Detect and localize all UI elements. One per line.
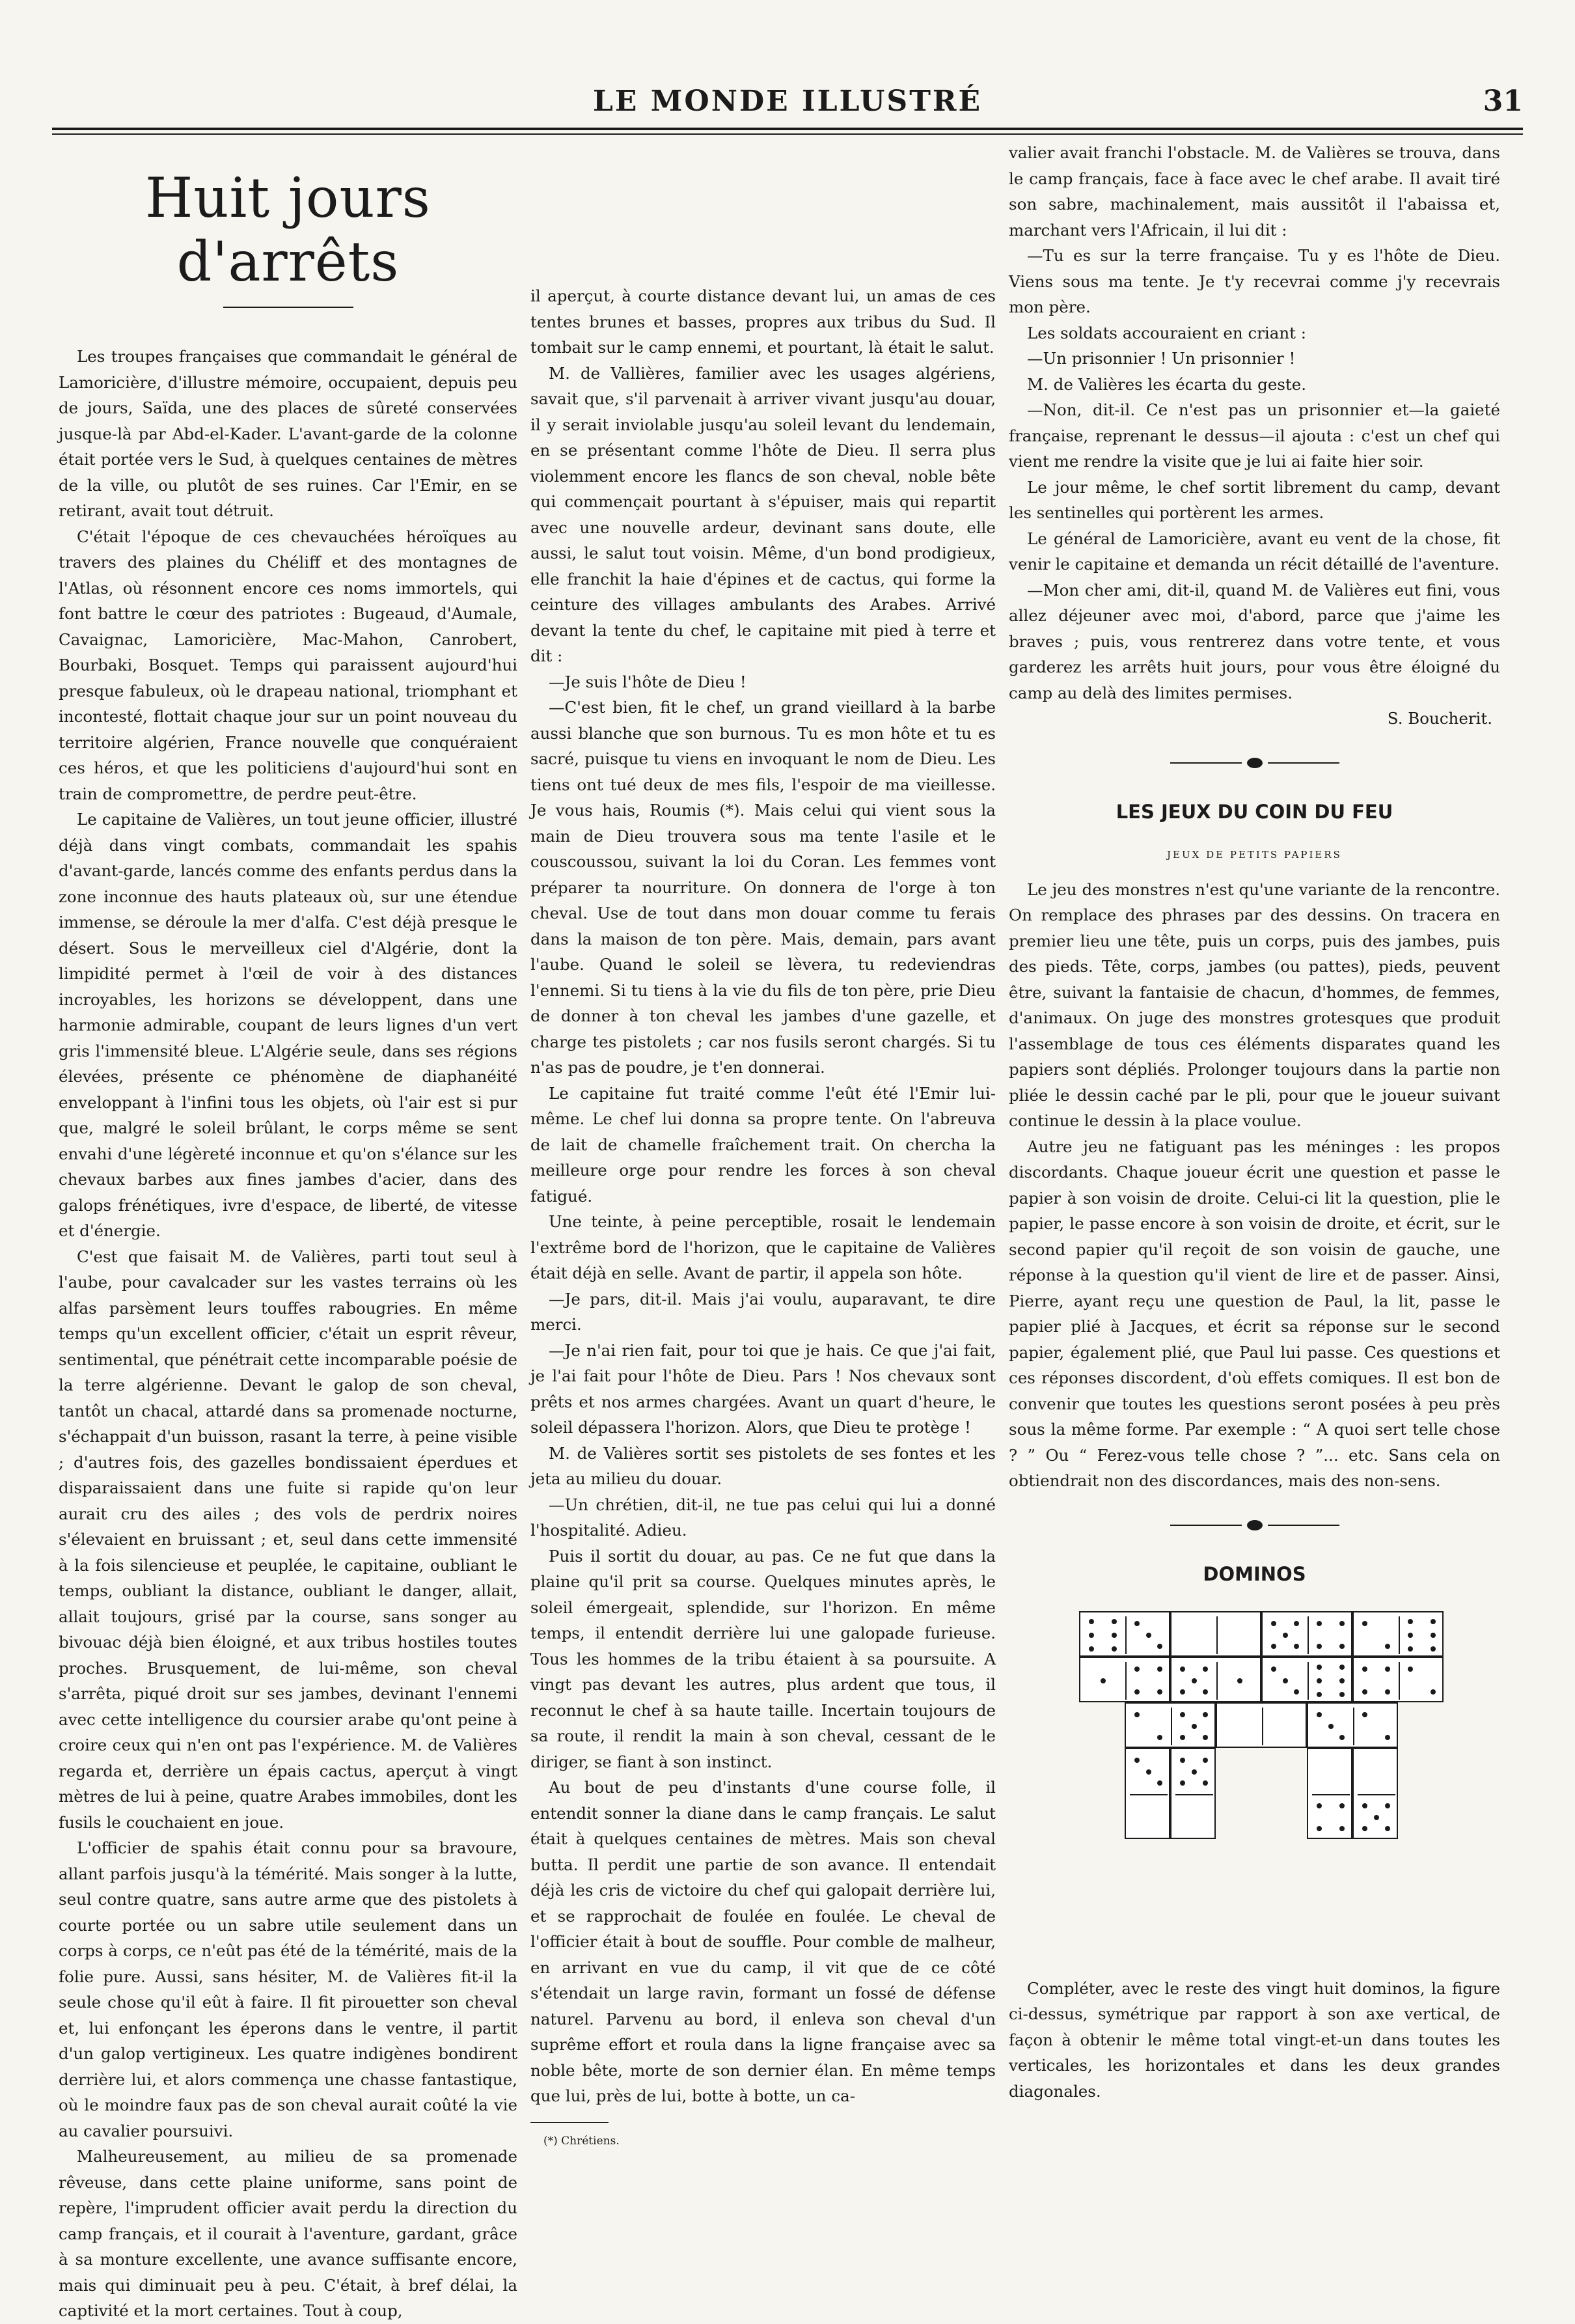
jeux-subtitle: JEUX DE PETITS PAPIERS — [1167, 848, 1342, 861]
article-paragraph: Malheureusement, au milieu de sa promenade rêveuse, dans cette plaine uniforme, sans point de repère, l'imprudent officier avait perdu la direction du camp français, et il courait à l'aventure, gardant, grâce à sa monture excellente, une avance suffisante encore, mais qui diminuait peu à peu. C'était, à bref délai, la captivité et la mort certaines. Tout à coup, — [59, 2147, 517, 2320]
section-ornament — [1170, 758, 1339, 768]
domino-tile — [1170, 1657, 1261, 1702]
article-paragraph: valier avait franchi l'obstacle. M. de Valières se trouva, dans le camp français, face à face avec le chef arabe. Il avait tiré son sabre, machinalement, mais aussitôt il l'abaissa et, marchant vers l'Africain, il lui dit : — [1009, 143, 1500, 240]
jeux-title: LES JEUX DU COIN DU FEU — [1116, 800, 1393, 823]
domino-tile — [1261, 1657, 1352, 1702]
domino-tile — [1170, 1748, 1216, 1839]
dominos-caption: Compléter, avec le reste des vingt huit dominos, la figure ci-dessus, symétrique par rapport à son axe vertical, de façon à obtenir le même total vingt-et-un dans toutes les verticales, les horizontales et dans les deux grandes diagonales. — [1009, 1978, 1500, 2101]
article-paragraph: Le capitaine fut traité comme l'eût été l'Emir lui-même. Le chef lui donna sa propre tente. On l'abreuva de lait de chamelle fraîchement trait. On chercha la meilleure orge pour rendre les forces à son cheval fatigué. — [530, 1083, 996, 1206]
header-rule-thin — [52, 133, 1523, 135]
jeux-paragraph: Autre jeu ne fatiguant pas les méninges : les propos discordants. Chaque joueur écrit une question et passe le papier à son voisin de droite. Celui-ci lit la question, plie le papier, le passe encore à son voisin de droite, et écrit, sur le second papier qu'il reçoit de son voisin de gauche, une réponse à la question qu'il vient de lire et de passer. Ainsi, Pierre, ayant reçu une question de Paul, la lit, passe le papier plié à Jacques, et écrit sa réponse sur le second papier, également plié, que Paul lui passe. Ces questions et ces réponses discordent, d'où effets comiques. Il est bon de convenir que toutes les questions seront posées à peu près sous la même forme. Par exemple : “ A quoi sert telle chose ? ” Ou “ Ferez-vous telle chose ? ”... etc. Sans cela on obtiendrait non des discordances, mais des non-sens. — [1009, 1137, 1500, 1490]
footnote-rule — [530, 2122, 609, 2123]
article-paragraph: Puis il sortit du douar, au pas. Ce ne fut que dans la plaine qu'il prit sa course. Quelques minutes après, le soleil émergeait, splendide, sur l'horizon. En même temps, il entendit derrière lui une galopade furieuse. Tous les hommes de la tribu étaient à sa poursuite. A vingt pas devant les autres, plus ardent que tous, il reconnut le chef à sa haute taille. Incertain toujours de sa route, il rendit la main à son cheval, cessant de le diriger, se fiant à son instinct. — [530, 1546, 996, 1771]
header-rule — [52, 128, 1523, 130]
domino-tile — [1170, 1611, 1261, 1657]
masthead: LE MONDE ILLUSTRÉ — [592, 85, 983, 118]
column-3 — [1009, 140, 1500, 2104]
page-number: 31 — [1483, 85, 1523, 118]
domino-tile — [1125, 1702, 1216, 1748]
article-paragraph: L'officier de spahis était connu pour sa bravoure, allant parfois jusqu'à la témérité. Mais songer à la lutte, seul contre quatre, sans autre arme que des pistolets à courte portée ou un sabre utile seulement dans un corps à corps, ce n'eût pas été de la témérité, mais de la folie pure. Aussi, sans hésiter, M. de Valières fit-il la seule chose qu'il eût à faire. Il fit pirouetter son cheval et, lui enfonçant les éperons dans le ventre, il partit d'un galop vertigineux. Les quatre indigènes bondirent derrière lui, et alors commença une chasse fantastique, où le moindre faux pas de son cheval aurait coûté la vie au cavalier poursuivi. — [59, 1838, 517, 2140]
domino-tile — [1352, 1748, 1398, 1839]
article-paragraph: —Un chrétien, dit-il, ne tue pas celui qui lui a donné l'hospitalité. Adieu. — [530, 1495, 996, 1540]
article-paragraph: C'était l'époque de ces chevauchées héroïques au travers des plaines du Chéliff et des montagnes de l'Atlas, où résonnent encore ces noms immortels, qui font battre le cœur des patriotes : Bugeaud, d'Aumale, Cavaignac, Lamoricière, Mac-Mahon, Canrobert, Bourbaki, Bosquet. Temps qui paraissent aujourd'hui presque fabuleux, où le drapeau national, triomphant et incontesté, flottait chaque jour sur un point nouveau du territoire algérien, France nouvelle que conquéraient ces héros, et que les politiciens d'aujourd'hui sont en train de compromettre, de perdre peut-être. — [59, 527, 517, 803]
article-paragraph: —Je n'ai rien fait, pour toi que je hais. Ce que j'ai fait, je l'ai fait pour l'hôte de Dieu. Pars ! Nos chevaux sont prêts et nos armes chargées. Avant un quart d'heure, le soleil dépassera l'horizon. Alors, que Dieu te protège ! — [530, 1340, 996, 1437]
article-paragraph: M. de Valières les écarta du geste. — [1027, 374, 1307, 394]
article-paragraph: Les soldats accouraient en criant : — [1027, 323, 1307, 342]
domino-figure — [1060, 1611, 1450, 1950]
column-1 — [59, 140, 517, 2324]
article-paragraph: Le général de Lamoricière, avant eu vent de la chose, fit venir le capitaine et demanda un récit détaillé de l'aventure. — [1009, 529, 1500, 574]
page-header — [52, 85, 1523, 124]
domino-tile — [1261, 1611, 1352, 1657]
article-paragraph: C'est que faisait M. de Valières, parti tout seul à l'aube, pour cavalcader sur les vastes terrains où les alfas parsèment leurs touffes rabougries. En même temps qu'un excellent officier, c'était un esprit rêveur, sentimental, que pénétrait cette incomparable poésie de la terre algérienne. Devant le galop de son cheval, tantôt un chacal, attardé dans sa promenade nocturne, s'échappait d'un buisson, rasant la terre, à peine visible ; d'autres fois, des gazelles bondissaient éperdues et disparaissaient dans une fuite si rapide qu'on leur aurait cru des ailes ; des vols de perdrix noires s'élevaient en bruissant ; et, seul dans cette immensité à la fois silencieuse et peuplée, le capitaine, oubliant le temps, oubliant la distance, oubliant le danger, allait, allait toujours, grisé par la course, sans songer au bivouac déjà bien éloigné, et aux tribus hostiles toutes proches. Brusquement, de lui-même, son cheval s'arrêta, piqué droit sur ses jambes, devinant l'ennemi avec cette intelligence du coursier arabe qu'ont peine à croire ceux qui n'en ont pas l'expérience. M. de Valières regarda et, derrière un épais cactus, aperçut à vingt mètres de lui à peine, quatre Arabes immobiles, dont les fusils le couchaient en joue. — [59, 1247, 517, 1832]
article-paragraph: M. de Vallières, familier avec les usages algériens, savait que, s'il parvenait à arriver vivant jusqu'au douar, il y serait inviolable jusqu'au soleil levant du lendemain, en se présentant comme l'hôte de Dieu. Il serra plus violemment encore les flancs de son cheval, noble bête qui commençait pourtant à s'épuiser, mais qui repartit avec une nouvelle ardeur, devinant sans doute, elle aussi, le salut tout voisin. Même, d'un bond prodigieux, elle franchit la haie d'épines et de cactus, qui forme la ceinture des villages ambulants des Arabes. Arrivé devant la tente du chef, le capitaine mit pied à terre et dit : — [530, 363, 996, 665]
article-paragraph: M. de Valières sortit ses pistolets de ses fontes et les jeta au milieu du douar. — [530, 1443, 996, 1488]
article-paragraph: —C'est bien, fit le chef, un grand vieillard à la barbe aussi blanche que son burnous. Tu es mon hôte et tu es sacré, puisque tu viens en invoquant le nom de Dieu. Les tiens ont tué deux de mes fils, l'espoir de ma vieillesse. Je vous hais, Roumis (*). Mais celui qui vient sous la main de Dieu trouvera sous ma tente l'asile et le couscoussou, suivant la loi du Coran. Les femmes vont préparer ta nourriture. On donnera de l'orge à ton cheval. Use de tout dans mon douar comme tu ferais dans la maison de ton père. Mais, demain, pars avant l'aube. Quand le soleil se lèvera, tu redeviendras l'ennemi. Si tu tiens à la vie du fils de ton père, prie Dieu de donner à ton cheval les jambes d'une gazelle, et charge tes pistolets ; car nos fusils seront chargés. Si tu n'as pas de poudre, je t'en donnerai. — [530, 698, 996, 1077]
article-paragraph: Le jour même, le chef sortit librement du camp, devant les sentinelles qui portèrent les armes. — [1009, 477, 1500, 522]
column-2 — [530, 283, 996, 2148]
article-paragraph: —Non, dit-il. Ce n'est pas un prisonnier et—la gaieté française, reprenant le dessus—il ajouta : c'est un chef qui vient me rendre la visite que je lui ai faite hier soir. — [1009, 400, 1500, 471]
domino-tile — [1216, 1702, 1307, 1748]
article-paragraph: Une teinte, à peine perceptible, rosait le lendemain l'extrême bord de l'horizon, que le capitaine de Valières était déjà en selle. Avant de partir, il appela son hôte. — [530, 1212, 996, 1282]
domino-tile — [1079, 1611, 1170, 1657]
domino-tile — [1125, 1748, 1170, 1839]
article-paragraph: —Mon cher ami, dit-il, quand M. de Valières eut fini, vous allez déjeuner avec moi, d'abord, parce que j'aime les braves ; puis, vous rentrerez dans votre tente, et vous garderez les arrêts huit jours, pour vous être éloigné du camp au delà des limites permises. — [1009, 580, 1500, 702]
article-paragraph: —Je pars, dit-il. Mais j'ai voulu, auparavant, te dire merci. — [530, 1289, 996, 1334]
title-rule — [223, 307, 353, 308]
article-paragraph: —Tu es sur la terre française. Tu y es l'hôte de Dieu. Viens sous ma tente. Je t'y recevrai comme j'y recevrais mon père. — [1009, 246, 1500, 316]
article-paragraph: Le capitaine de Valières, un tout jeune officier, illustré déjà dans vingt combats, commandait les spahis d'avant-garde, lancés comme des enfants perdus dans la zone inconnue des hauts plateaux où, sur une étendue immense, se déroule la mer d'alfa. C'est déjà presque le désert. Sous le merveilleux ciel d'Algérie, dont la limpidité permet à l'œil de voir à des distances incroyables, les horizons se développent, dans une harmonie admirable, coupant de leurs lignes d'un vert gris l'immensité bleue. L'Algérie seule, dans ses régions élevées, présente ce phénomène de diaphanéité enveloppant à l'infini tous les objets, où l'air est si pur que, malgré le soleil brûlant, le corps même se sent envahi d'une légèreté inconnue et qu'on s'élance sur les chevaux barbes aux fines jambes d'acier, dans des galops frénétiques, ivre d'espace, de liberté, de vitesse et d'énergie. — [59, 810, 517, 1240]
article-paragraph: —Un prisonnier ! Un prisonnier ! — [1027, 349, 1296, 368]
domino-tile — [1079, 1657, 1170, 1702]
dominos-title: DOMINOS — [1203, 1562, 1306, 1585]
domino-tile — [1352, 1657, 1444, 1702]
article-paragraph: Les troupes françaises que commandait le général de Lamoricière, d'illustre mémoire, occupaient, depuis peu de jours, Saïda, une des places de sûreté conservées jusque-là par Abd-el-Kader. L'avant-garde de la colonne était portée vers le Sud, à quelques centaines de mètres de la ville, ou plutôt de ses ruines. Car l'Emir, en se retirant, avait tout détruit. — [59, 347, 517, 520]
domino-tile — [1352, 1611, 1444, 1657]
article-paragraph: —Je suis l'hôte de Dieu ! — [549, 672, 746, 691]
article-paragraph: Au bout de peu d'instants d'une course folle, il entendit sonner la diane dans le camp français. Le salut était à quelques centaines de mètres. Mais son cheval butta. Il perdit une partie de son avance. Il entendait déjà les cris de victoire du chef qui galopait derrière lui, et se rapprochait de foulée en foulée. Le cheval de l'officier était à bout de souffle. Pour comble de malheur, en arrivant en vue du camp, il vit que de ce côté s'étendait un large ravin, formant un fossé de défense naturel. Parvenu au bord, il enleva son cheval d'un suprême effort et roula dans la ligne française avec sa noble bête, morte de son dernier élan. En même temps que lui, près de lui, botte à botte, un ca- — [530, 1778, 996, 2105]
domino-tile — [1307, 1702, 1398, 1748]
article-title: Huit jours d'arrêts — [145, 166, 431, 294]
section-ornament — [1170, 1520, 1339, 1530]
domino-tile — [1307, 1748, 1352, 1839]
author-signature: S. Boucherit. — [1387, 709, 1492, 728]
article-paragraph: il aperçut, à courte distance devant lui, un amas de ces tentes brunes et basses, propres aux tribus du Sud. Il tombait sur le camp ennemi, et pourtant, là était le salut. — [530, 286, 996, 357]
jeux-paragraph: Le jeu des monstres n'est qu'une variante de la rencontre. On remplace des phrases par des dessins. On tracera en premier lieu une tête, puis un corps, puis des jambes, puis des pieds. Tête, corps, jambes (ou pattes), pieds, peuvent être, suivant la fantaisie de chacun, d'hommes, de femmes, d'animaux. On juge des monstres grotesques que produit l'assemblage de tous ces éléments disparates quand les papiers sont dépliés. Prolonger toujours dans la partie non pliée le dessin caché par le pli, pour que le joueur suivant continue le dessin à la place voulue. — [1009, 879, 1500, 1130]
footnote: (*) Chrétiens. — [543, 2134, 620, 2148]
